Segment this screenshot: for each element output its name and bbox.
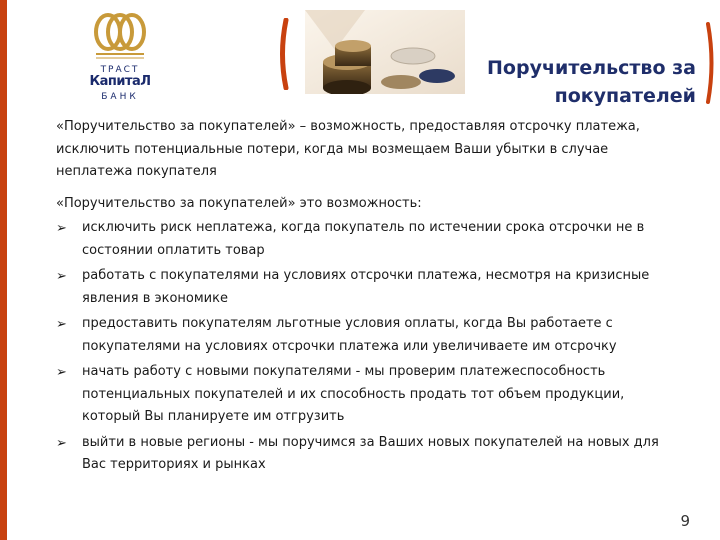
benefits-list [56, 217, 666, 477]
list-item-text: исключить риск неплатежа, когда покупатель по истечении срока отсрочки не в состоянии оплатить товар [82, 220, 645, 258]
list-item [56, 361, 666, 429]
page-number: 9 [680, 512, 690, 530]
list-item-text: предоставить покупателям льготные условия оплаты, когда Вы работаете с покупателями на условиях отсрочки платежа или увеличиваете им отсрочку [82, 316, 617, 354]
list-item [56, 432, 666, 477]
logo-text-capital: КапитаЛ [89, 74, 151, 89]
list-item [56, 217, 666, 262]
arrow-bullet-icon: ➢ [56, 269, 67, 284]
title-line-1: Поручительство за [487, 57, 696, 79]
list-item [56, 313, 666, 358]
title-line-2: покупателей [554, 85, 696, 107]
arrow-bullet-icon: ➢ [56, 435, 67, 451]
list-item-text: работать с покупателями на условиях отсрочки платежа, несмотря на кризисные явления в экономике [82, 268, 650, 306]
slide-body [56, 116, 666, 480]
rings-logo-icon [88, 10, 152, 62]
arrow-bullet-icon: ➢ [56, 221, 67, 236]
slide-title [396, 54, 696, 110]
bank-logo [80, 10, 160, 100]
right-bracket-accent [704, 22, 716, 104]
logo-text-bank: БАНК [101, 92, 139, 102]
arrow-bullet-icon: ➢ [56, 317, 67, 332]
list-item [56, 265, 666, 310]
list-item-text: начать работу с новыми покупателями - мы проверим платежеспособность потенциальных покупателей и их способность продать тот объем продукции, который Вы планируете им отгрузить [82, 364, 625, 424]
left-accent-bar [0, 0, 7, 540]
list-item-text: выйти в новые регионы - мы поручимся за Ваших новых покупателей на новых для Вас территориях и рынках [82, 434, 659, 472]
logo-text-trust: ТРАСТ [100, 65, 140, 75]
intro-paragraph: «Поручительство за покупателей» – возможность, предоставляя отсрочку платежа, исключить потенциальные потери, когда мы возмещаем Ваши убытки в случае неплатежа покупателя [56, 119, 640, 179]
arrow-bullet-icon: ➢ [56, 365, 67, 380]
left-bracket-accent [276, 18, 290, 90]
list-heading: «Поручительство за покупателей» это возможность: [56, 195, 422, 211]
